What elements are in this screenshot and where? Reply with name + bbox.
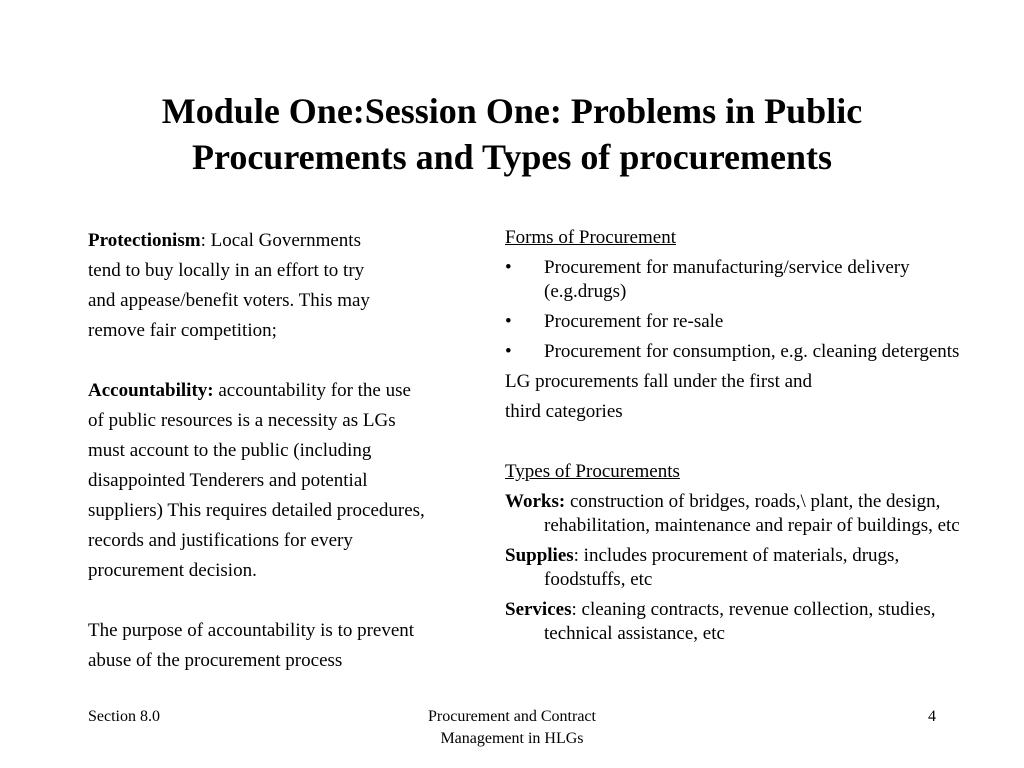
type-text: : cleaning contracts, revenue collection, studies, technical assistance, etc: [544, 599, 936, 644]
forms-item-text: Procurement for manufacturing/service delivery (e.g.drugs): [544, 257, 910, 302]
protectionism-text-line-2: tend to buy locally in an effort to try: [88, 260, 365, 281]
bullet-icon: •: [505, 311, 512, 332]
footer-course-title-line-1: Procurement and Contract: [428, 708, 596, 725]
accountability-term: Accountability:: [88, 380, 214, 401]
protectionism-text-line-4: remove fair competition;: [88, 320, 277, 341]
slide-title-line-1: Module One:Session One: Problems in Public: [161, 91, 863, 131]
page-number: 4: [928, 708, 936, 725]
protectionism-term: Protectionism: [88, 230, 201, 251]
purpose-text-line-2: abuse of the procurement process: [88, 650, 343, 671]
type-label: Works:: [505, 491, 566, 512]
left-column: [88, 226, 498, 676]
type-item-services: [505, 598, 965, 646]
accountability-paragraph: [88, 376, 498, 586]
purpose-text-line-1: The purpose of accountability is to prevent: [88, 620, 415, 641]
right-column: [505, 226, 965, 652]
accountability-text-line-3: must account to the public (including: [88, 440, 372, 461]
accountability-text-line-6: records and justifications for every: [88, 530, 353, 551]
slide-title: [0, 88, 1024, 180]
footer-course-title: [362, 706, 662, 750]
bullet-icon: •: [505, 257, 512, 278]
accountability-text-line-5: suppliers) This requires detailed procedures,: [88, 500, 425, 521]
protectionism-paragraph: [88, 226, 498, 346]
type-text: construction of bridges, roads,\ plant, the design, rehabilitation, maintenance and repair of buildings, etc: [544, 491, 960, 536]
purpose-paragraph: [88, 616, 498, 676]
list-item: [505, 310, 965, 334]
forms-item-text: Procurement for consumption, e.g. cleaning detergents: [544, 341, 960, 362]
forms-note-line-1: LG procurements fall under the first and: [505, 371, 813, 392]
accountability-text-line-4: disappointed Tenderers and potential: [88, 470, 368, 491]
accountability-text-line-2: of public resources is a necessity as LGs: [88, 410, 396, 431]
type-label: Supplies: [505, 545, 574, 566]
forms-item-text: Procurement for re-sale: [544, 311, 724, 332]
type-label: Services: [505, 599, 572, 620]
forms-note-line-2: third categories: [505, 401, 623, 422]
bullet-icon: •: [505, 341, 512, 362]
list-item: [505, 256, 965, 304]
types-heading: Types of Procurements: [505, 461, 680, 482]
accountability-text-line-7: procurement decision.: [88, 560, 257, 581]
accountability-text-line-1: accountability for the use: [213, 380, 411, 401]
list-item: [505, 340, 965, 364]
type-item-supplies: [505, 544, 965, 592]
protectionism-text-line-1: : Local Governments: [200, 230, 361, 251]
slide-title-line-2: Procurements and Types of procurements: [192, 137, 832, 177]
footer-section: Section 8.0: [88, 708, 160, 725]
footer-course-title-line-2: Management in HLGs: [440, 730, 584, 747]
protectionism-text-line-3: and appease/benefit voters. This may: [88, 290, 370, 311]
type-item-works: [505, 490, 965, 538]
forms-heading: Forms of Procurement: [505, 227, 676, 248]
type-text: : includes procurement of materials, drugs, foodstuffs, etc: [544, 545, 900, 590]
